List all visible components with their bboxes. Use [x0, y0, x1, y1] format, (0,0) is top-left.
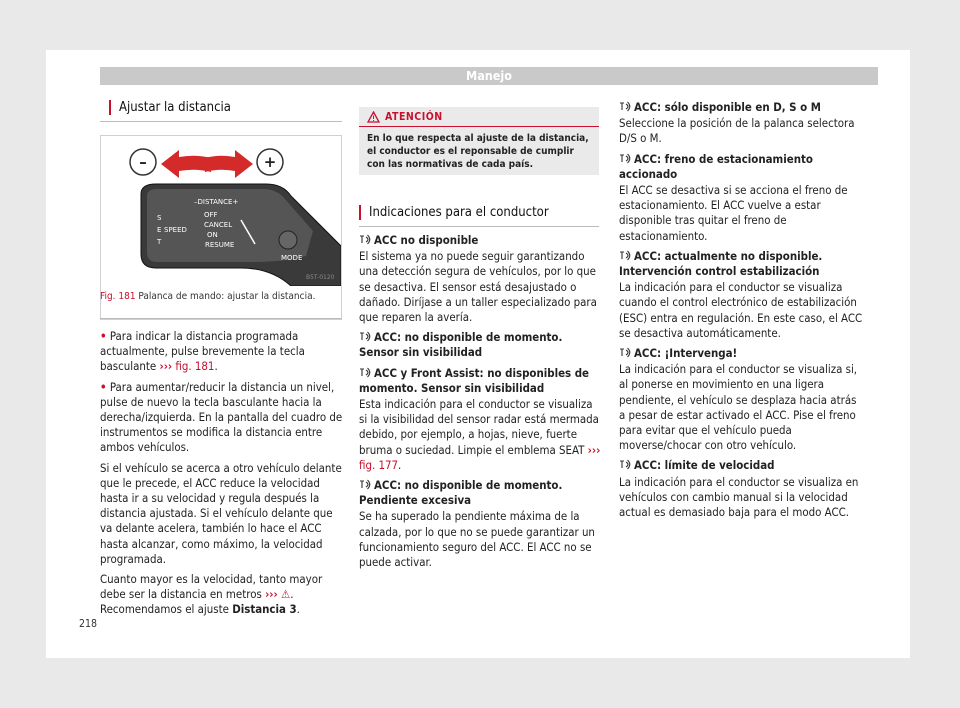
figure-code: B5T-0120	[306, 274, 335, 281]
acc-icon	[619, 101, 631, 112]
label-resume: RESUME	[205, 241, 235, 249]
acc-icon	[619, 153, 631, 164]
item-heading: ACC: ¡Intervenga!	[619, 346, 863, 361]
acc-icon	[359, 479, 371, 490]
item-text: Seleccione la posición de la palanca selectora D/S o M.	[619, 116, 855, 146]
label-t: T	[157, 238, 162, 246]
item-text: El ACC se desactiva si se acciona el freno de estacionamiento. El ACC vuelve a estar disponible tras quitar el freno de estacionamiento.	[619, 183, 848, 243]
label-e: E	[157, 226, 162, 234]
right-column-text	[619, 100, 863, 525]
para-2-text: Cuanto mayor es la velocidad, tanto mayor debe ser la distancia en metros	[100, 572, 323, 602]
bullet-1: • Para indicar la distancia programada actualmente, pulse brevemente la tecla basculante ››› fig. 181.	[100, 329, 305, 374]
fig-177-link[interactable]: fig. 177	[359, 457, 399, 472]
bullet-2	[100, 380, 344, 456]
item-text: Se ha superado la pendiente máxima de la calzada, por lo que no se puede garantizar un funcionamiento seguro del ACC. El ACC no se puede activar.	[359, 509, 595, 570]
caption-rule	[100, 318, 342, 319]
fig-181-link[interactable]: fig. 181	[175, 359, 215, 374]
item-heading: ACC: sólo disponible en D, S o M	[619, 100, 863, 115]
left-arrow-icon	[161, 150, 211, 178]
label-distance: –DISTANCE+	[194, 198, 239, 206]
distance-3: Distancia 3	[232, 602, 297, 617]
label-speed: SPEED	[164, 226, 187, 234]
acc-icon	[619, 459, 631, 470]
middle-column-text	[359, 233, 603, 575]
mode-button	[279, 231, 297, 249]
acc-icon	[619, 250, 631, 261]
title-rule	[100, 121, 342, 122]
section-rule	[359, 226, 599, 227]
section-header: Manejo	[100, 67, 878, 85]
caption-fig-number: Fig. 181	[100, 291, 136, 302]
ref-arrow-icon: ›››	[587, 442, 601, 457]
warning-box	[359, 107, 599, 175]
label-on: ON	[207, 231, 218, 239]
right-arrow-icon	[205, 150, 253, 178]
caption-text: Palanca de mando: ajustar la distancia.	[138, 291, 316, 302]
paragraph-1: Si el vehículo se acerca a otro vehículo delante que le precede, el ACC reduce la velocidad hasta ir a su velocidad y regula después la distancia ajustada. Si el vehículo delante que va delante acelera, también lo hace el ACC hasta alcanzar, como máximo, la velocidad programada.	[100, 460, 342, 566]
label-s: S	[157, 214, 162, 222]
label-cancel: CANCEL	[204, 221, 233, 229]
warning-triangle-icon	[367, 111, 380, 123]
label-mode: MODE	[281, 254, 303, 262]
bullet-icon: •	[100, 329, 107, 343]
manual-page	[46, 50, 910, 658]
para-2-post: . Recomendamos el ajuste	[100, 587, 294, 617]
page-number: 218	[79, 618, 98, 630]
item-heading: ACC: no disponible de momento. Pendiente excesiva	[359, 478, 563, 508]
minus-sign: –	[139, 153, 147, 171]
item-text: El sistema ya no puede seguir garantizando una detección segura de vehículos, por lo que se desactiva. El sensor está desajustado o dañado. Diríjase a un taller especializado para que reparen la avería.	[359, 249, 597, 325]
plus-sign: +	[263, 153, 277, 171]
bullet-2-text: Para aumentar/reducir la distancia un nivel, pulse de nuevo la tecla basculante hacia la derecha/izquierda. En la pantalla del cuadro de instrumentos se modifica la distancia entre ambos vehículos.	[100, 379, 343, 455]
warning-text: En lo que respecta al ajuste de la distancia, el conductor es el reponsable de cumplir con las normativas de cada país.	[367, 133, 589, 170]
item-text: Esta indicación para el conductor se visualiza si la visibilidad del sensor radar está mermada debido, por ejemplo, a hojas, nieve, fuerte bruma o suciedad. Limpie el emblema SEAT ››› fig. 177.	[359, 397, 601, 472]
item-text: La indicación para el conductor se visualiza si, al ponerse en movimiento en una ligera pendiente, el vehículo se desplaza hacia atrás a pesar de estar activado el ACC. Pise el freno para evitar que el vehículo pueda moverse/chocar con otro vehículo.	[619, 362, 858, 453]
item-text: La indicación para el conductor se visualiza cuando el control electrónico de estabilización (ESC) entra en regulación. En este caso, el ACC se desactiva automáticamente.	[619, 280, 863, 340]
ref-arrow-icon: ›››	[265, 587, 278, 602]
section-title-distance: Ajustar la distancia	[109, 100, 371, 115]
acc-icon	[359, 331, 371, 342]
lever-illustration	[101, 136, 341, 286]
warning-header	[359, 107, 599, 127]
acc-icon	[359, 234, 371, 245]
item-heading: ACC y Front Assist: no disponibles de momento. Sensor sin visibilidad	[359, 365, 590, 395]
label-off: OFF	[204, 211, 218, 219]
item-heading: ACC no disponible	[359, 233, 603, 248]
warning-title: ATENCIÓN	[385, 111, 443, 123]
ref-arrow-icon: ›››	[159, 359, 173, 374]
bullet-icon: •	[100, 379, 107, 394]
warning-ref-icon[interactable]: ⚠	[281, 587, 291, 602]
bullet-1-text: Para indicar la distancia programada actualmente, pulse brevemente la tecla basculante	[100, 329, 305, 374]
acc-icon	[619, 347, 631, 358]
item-text: La indicación para el conductor se visualiza en vehículos con cambio manual si la velocidad actual es demasiado baja para el modo ACC.	[619, 474, 859, 520]
item-heading: ACC: freno de estacionamiento accionado	[619, 151, 813, 181]
acc-icon	[359, 367, 371, 378]
item-heading: ACC: actualmente no disponible. Intervención control estabilización	[619, 248, 823, 279]
figure-caption	[100, 285, 342, 303]
section-title-driver: Indicaciones para el conductor	[359, 205, 599, 220]
item-heading: ACC: no disponible de momento. Sensor sin visibilidad	[359, 330, 563, 360]
left-column-text	[100, 329, 344, 623]
item-heading: ACC: límite de velocidad	[619, 458, 863, 473]
paragraph-2: Cuanto mayor es la velocidad, tanto mayor debe ser la distancia en metros ››› ⚠. Recomendamos el ajuste Distancia 3.	[100, 572, 323, 617]
